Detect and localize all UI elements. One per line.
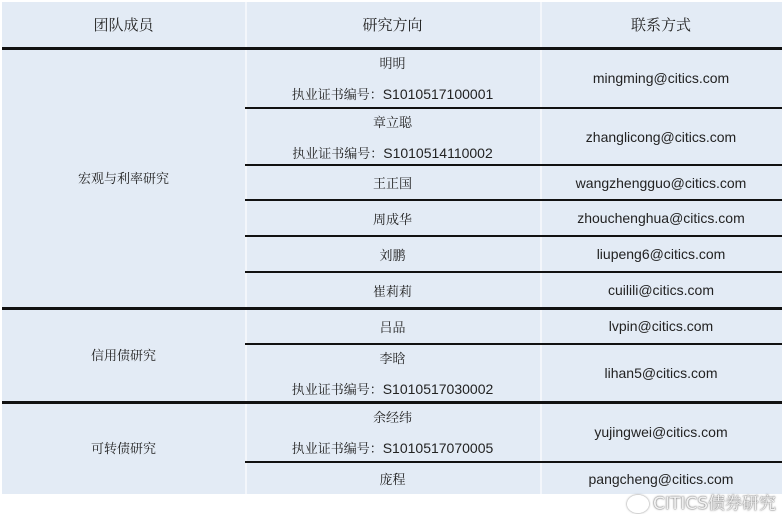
member-cell xyxy=(245,166,540,199)
email-link[interactable]: zhouchenghua@citics.com xyxy=(577,210,745,226)
member-cell xyxy=(245,237,540,271)
cert-label: 执业证书编号： xyxy=(291,383,383,398)
email-cell xyxy=(540,403,782,461)
cert-number: S1010517070005 xyxy=(382,440,494,456)
member-name: 章立聪 xyxy=(372,115,412,131)
member-name: 王正国 xyxy=(372,177,412,192)
cert-line xyxy=(292,379,494,398)
member-cell xyxy=(245,201,540,235)
member-name: 庞程 xyxy=(379,473,406,488)
email-link[interactable]: yujingwei@citics.com xyxy=(594,424,728,440)
email-cell xyxy=(540,201,782,235)
email-link[interactable]: pangcheng@citics.com xyxy=(588,470,734,487)
member-cell xyxy=(245,309,540,343)
email-link[interactable]: wangzhengguo@citics.com xyxy=(575,174,747,191)
cert-number: S1010517100001 xyxy=(382,86,494,102)
email-link[interactable]: zhanglicong@citics.com xyxy=(585,128,737,145)
cert-label: 执业证书编号： xyxy=(291,88,383,103)
member-cell xyxy=(245,403,540,461)
member-name: 吕品 xyxy=(379,320,406,336)
cert-label: 执业证书编号： xyxy=(291,442,383,457)
member-cell xyxy=(245,463,540,494)
email-cell xyxy=(540,166,782,199)
cert-number: S1010517030002 xyxy=(382,381,494,397)
header-contact: 联系方式 xyxy=(630,16,691,34)
team-table xyxy=(2,2,782,494)
member-cell xyxy=(245,109,540,164)
team-name: 信用债研究 xyxy=(90,348,156,364)
email-link[interactable]: lvpin@citics.com xyxy=(608,318,714,334)
member-name: 刘鹏 xyxy=(379,248,406,264)
member-name: 明明 xyxy=(379,57,406,72)
member-cell xyxy=(245,273,540,307)
member-cell xyxy=(245,345,540,401)
cert-line xyxy=(292,438,494,457)
member-name: 崔莉莉 xyxy=(372,284,412,300)
watermark xyxy=(627,494,776,514)
wechat-icon xyxy=(627,495,649,513)
email-link[interactable]: cuilili@citics.com xyxy=(608,282,714,298)
member-name: 李晗 xyxy=(379,352,406,367)
cert-label: 执业证书编号： xyxy=(292,146,384,162)
email-cell xyxy=(540,309,782,343)
email-link[interactable]: lihan5@citics.com xyxy=(604,365,718,381)
member-cell xyxy=(245,49,540,107)
email-cell xyxy=(540,109,782,164)
email-cell xyxy=(540,345,782,401)
header-research: 研究方向 xyxy=(362,16,423,34)
email-cell xyxy=(540,237,782,271)
team-name: 可转债研究 xyxy=(90,442,156,457)
email-cell xyxy=(540,273,782,307)
email-cell xyxy=(540,463,782,494)
watermark-text: CITICS债券研究 xyxy=(653,494,776,514)
cert-line xyxy=(292,84,494,103)
email-link[interactable]: mingming@citics.com xyxy=(592,70,730,86)
email-cell xyxy=(540,49,782,107)
member-name: 周成华 xyxy=(372,212,412,228)
cert-number: S1010514110002 xyxy=(383,144,493,161)
cert-line xyxy=(292,143,493,162)
team-name: 宏观与利率研究 xyxy=(77,171,169,187)
header-team: 团队成员 xyxy=(93,16,154,34)
email-link[interactable]: liupeng6@citics.com xyxy=(596,246,726,262)
member-name: 余经纬 xyxy=(372,411,412,426)
